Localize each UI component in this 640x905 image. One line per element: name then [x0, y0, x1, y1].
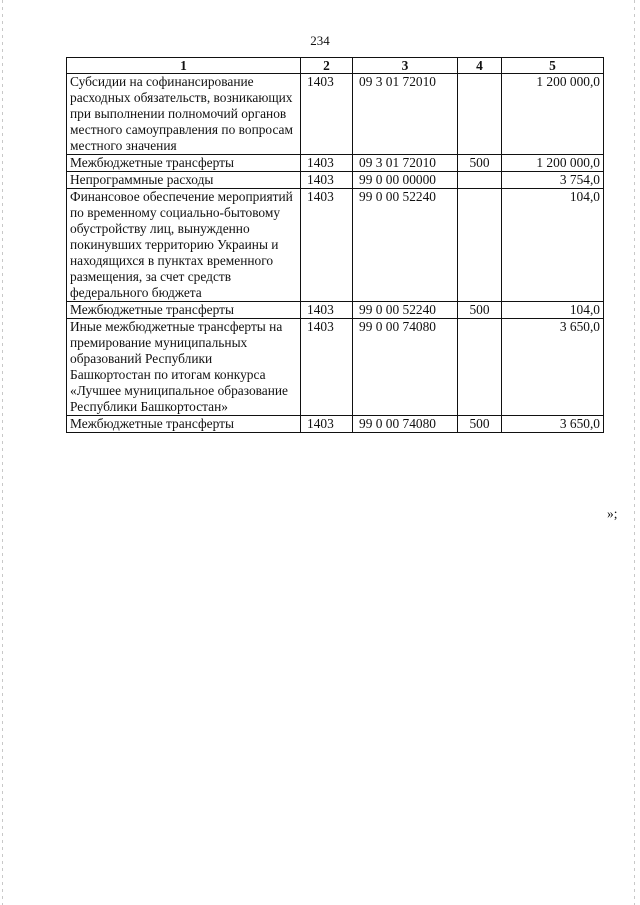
- row-section: 1403: [301, 155, 353, 172]
- row-target-code: 99 0 00 74080: [353, 319, 458, 416]
- scan-margin-line-right: [634, 0, 635, 905]
- row-expense-type: [458, 172, 502, 189]
- row-name: Межбюджетные трансферты: [67, 302, 301, 319]
- row-name: Финансовое обеспечение мероприятий по временному социально-бытовому обустройству лиц, вынужденно покинувших территорию Украины и находящихся в пунктах временного размещения, за счет средств федерального бюджета: [67, 189, 301, 302]
- row-name: Непрограммные расходы: [67, 172, 301, 189]
- page-number: 234: [310, 33, 330, 48]
- row-expense-type: 500: [458, 416, 502, 433]
- column-header-amount: 5: [502, 58, 604, 74]
- table-row: [67, 416, 604, 433]
- row-target-code: 99 0 00 52240: [353, 302, 458, 319]
- row-target-code: 09 3 01 72010: [353, 155, 458, 172]
- budget-table: [66, 57, 604, 433]
- table-row: [67, 155, 604, 172]
- table-row: [67, 319, 604, 416]
- row-name: Субсидии на софинансирование расходных обязательств, возникающих при выполнении полномочий органов местного самоуправления по вопросам местного значения: [67, 74, 301, 155]
- row-section: 1403: [301, 319, 353, 416]
- row-section: 1403: [301, 189, 353, 302]
- table-row: [67, 302, 604, 319]
- row-amount: 104,0: [502, 189, 604, 302]
- row-expense-type: [458, 74, 502, 155]
- table-row: [67, 172, 604, 189]
- row-section: 1403: [301, 302, 353, 319]
- column-header-section: 2: [301, 58, 353, 74]
- row-section: 1403: [301, 172, 353, 189]
- row-amount: 3 754,0: [502, 172, 604, 189]
- row-target-code: 09 3 01 72010: [353, 74, 458, 155]
- row-amount: 3 650,0: [502, 319, 604, 416]
- row-name: Межбюджетные трансферты: [67, 416, 301, 433]
- row-expense-type: [458, 189, 502, 302]
- row-target-code: 99 0 00 00000: [353, 172, 458, 189]
- row-expense-type: 500: [458, 155, 502, 172]
- row-name: Межбюджетные трансферты: [67, 155, 301, 172]
- row-target-code: 99 0 00 74080: [353, 416, 458, 433]
- column-header-expense-type: 4: [458, 58, 502, 74]
- closing-quote-mark: »;: [607, 506, 618, 521]
- column-header-target-code: 3: [353, 58, 458, 74]
- row-amount: 3 650,0: [502, 416, 604, 433]
- row-section: 1403: [301, 416, 353, 433]
- scan-margin-line-left: [2, 0, 3, 905]
- row-target-code: 99 0 00 52240: [353, 189, 458, 302]
- table-row: [67, 189, 604, 302]
- row-amount: 1 200 000,0: [502, 155, 604, 172]
- row-amount: 1 200 000,0: [502, 74, 604, 155]
- row-expense-type: [458, 319, 502, 416]
- row-amount: 104,0: [502, 302, 604, 319]
- column-header-name: 1: [67, 58, 301, 74]
- table-row: [67, 74, 604, 155]
- table-header-row: [67, 58, 604, 74]
- row-expense-type: 500: [458, 302, 502, 319]
- row-section: 1403: [301, 74, 353, 155]
- row-name: Иные межбюджетные трансферты на премирование муниципальных образований Республики Башкортостан по итогам конкурса «Лучшее муниципальное образование Республики Башкортостан»: [67, 319, 301, 416]
